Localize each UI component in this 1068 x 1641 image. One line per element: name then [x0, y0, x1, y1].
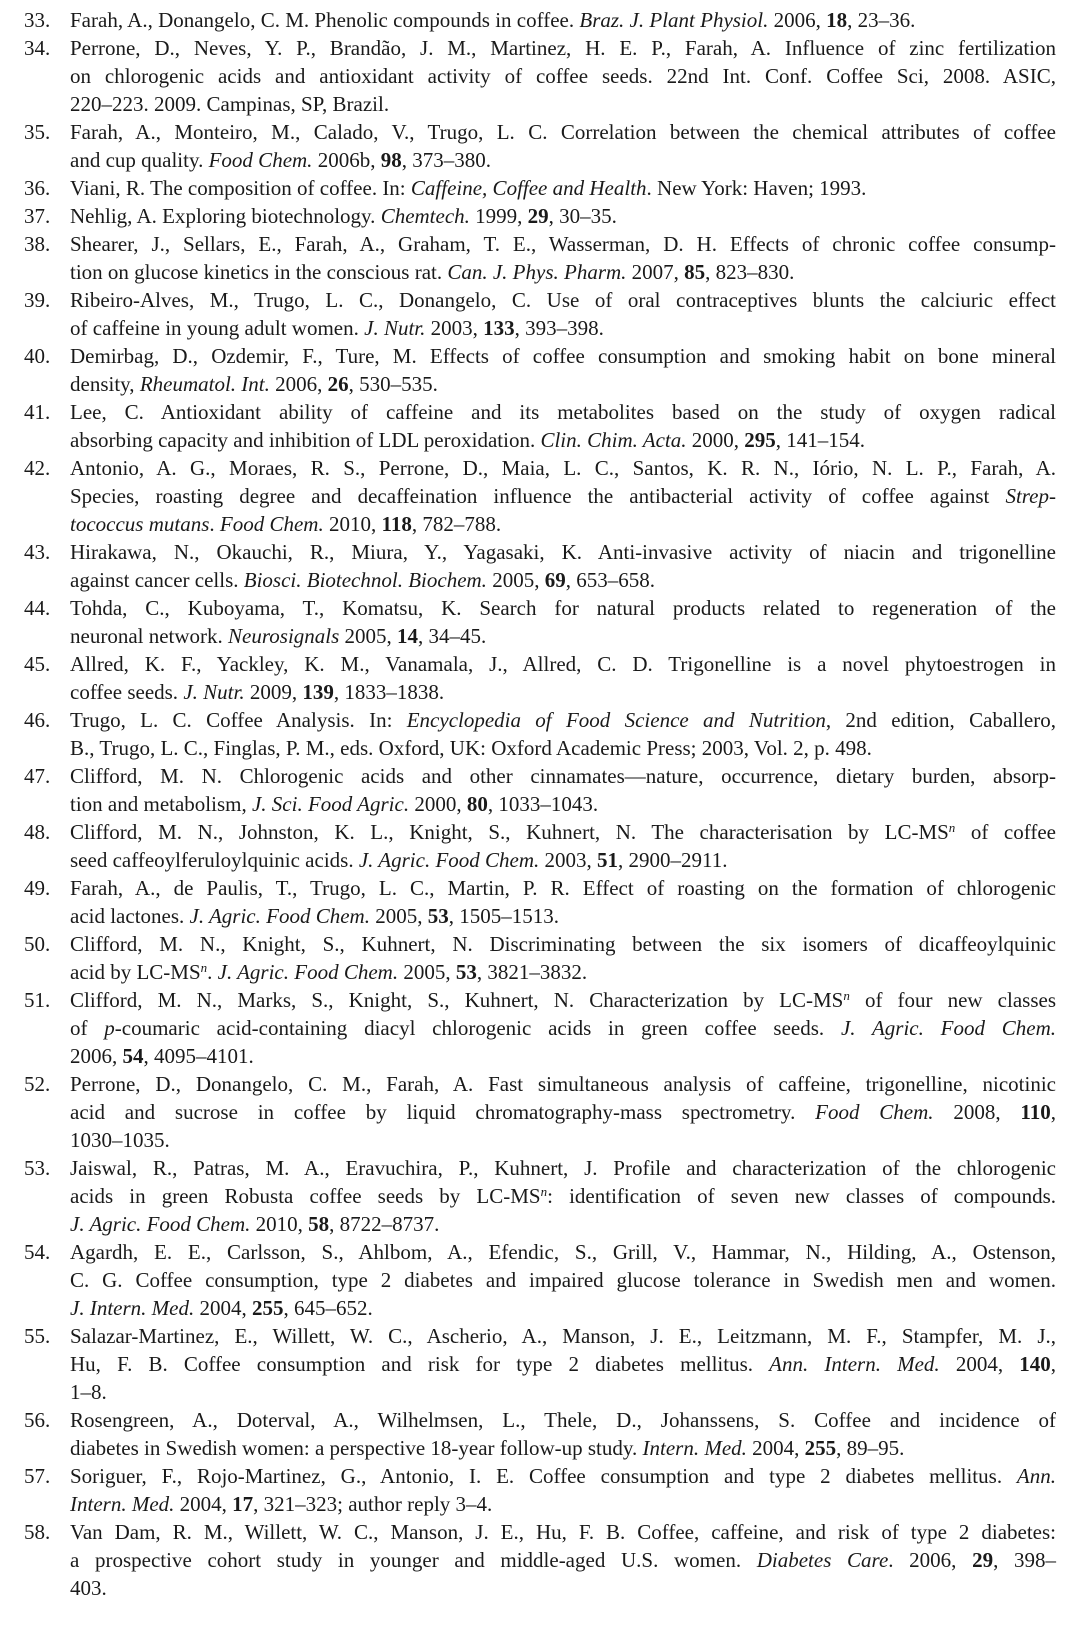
text-segment: seed caffeoylferuloylquinic acids. — [70, 848, 359, 872]
reference-line — [70, 1378, 1056, 1406]
text-segment: Clifford, M. N. Chlorogenic acids and other cinnamates—nature, occurrence, dietary burden, absorp- — [70, 764, 1056, 788]
reference-line — [70, 90, 1056, 118]
text-segment: acids in green Robusta coffee seeds by LC-MS — [70, 1184, 541, 1208]
text-segment: of coffee — [955, 820, 1056, 844]
reference-text — [70, 538, 1056, 594]
text-segment: Salazar-Martinez, E., Willett, W. C., Ascherio, A., Manson, J. E., Leitzmann, M. F., Stampfer, M. J., — [70, 1324, 1056, 1348]
text-segment: 1999, — [469, 204, 528, 228]
reference-line — [70, 1070, 1056, 1098]
text-segment: density, — [70, 372, 140, 396]
reference-line — [70, 1042, 1056, 1070]
volume-number: 133 — [483, 316, 515, 340]
text-segment: 2006b, — [312, 148, 381, 172]
text-segment: , 1033–1043. — [487, 792, 599, 816]
reference-text — [70, 118, 1056, 174]
text-segment: Tohda, C., Kuboyama, T., Komatsu, K. Search for natural products related to regeneration of the — [70, 596, 1056, 620]
text-segment: Antonio, A. G., Moraes, R. S., Perrone, D., Maia, L. C., Santos, K. R. N., Iório, N. L. P., Farah, A. — [70, 456, 1056, 480]
reference-number: 50. — [24, 932, 51, 956]
reference-line — [70, 34, 1056, 62]
reference-line — [70, 482, 1056, 510]
reference-line — [70, 594, 1056, 622]
reference-number: 56. — [24, 1408, 51, 1432]
reference-item — [0, 930, 1068, 986]
volume-number: 54 — [122, 1044, 144, 1068]
reference-number: 41. — [24, 400, 51, 424]
volume-number: 53 — [427, 904, 449, 928]
reference-item — [0, 118, 1068, 174]
reference-line — [70, 1322, 1056, 1350]
text-segment: of four new classes — [849, 988, 1056, 1012]
reference-text — [70, 1518, 1056, 1602]
text-segment: 2005, — [486, 568, 545, 592]
reference-text — [70, 986, 1056, 1070]
reference-line — [70, 1462, 1056, 1490]
reference-number: 37. — [24, 204, 51, 228]
text-segment: Perrone, D., Neves, Y. P., Brandão, J. M., Martinez, H. E. P., Farah, A. Influence of zinc fertilization — [70, 36, 1056, 60]
volume-number: 51 — [597, 848, 619, 872]
text-segment: 2006, — [70, 1044, 123, 1068]
reference-line — [70, 930, 1056, 958]
reference-text — [70, 1322, 1056, 1406]
text-segment: -coumaric acid-containing diacyl chlorogenic acids in green coffee seeds. — [114, 1016, 841, 1040]
reference-item — [0, 230, 1068, 286]
text-segment: , 321–323; author reply 3–4. — [253, 1492, 493, 1516]
text-segment: . — [209, 512, 220, 536]
reference-number: 46. — [24, 708, 51, 732]
volume-number: 14 — [397, 624, 419, 648]
reference-number: 36. — [24, 176, 51, 200]
reference-line — [70, 1182, 1056, 1210]
reference-number: 49. — [24, 876, 51, 900]
reference-line — [70, 958, 1056, 986]
text-segment: , 373–380. — [401, 148, 491, 172]
journal-title-italic: Food Chem. — [208, 148, 313, 172]
journal-title-italic: Braz. J. Plant Physiol. — [579, 8, 769, 32]
text-segment: , 2900–2911. — [618, 848, 728, 872]
text-segment: , 398– — [993, 1548, 1057, 1572]
reference-number: 35. — [24, 120, 51, 144]
reference-number: 45. — [24, 652, 51, 676]
reference-text — [70, 762, 1056, 818]
reference-line — [70, 174, 1056, 202]
reference-text — [70, 202, 1056, 230]
reference-line — [70, 986, 1056, 1014]
text-segment: Shearer, J., Sellars, E., Farah, A., Graham, T. E., Wasserman, D. H. Effects of chronic coffee consump- — [70, 232, 1056, 256]
reference-item — [0, 594, 1068, 650]
text-segment: , 645–652. — [283, 1296, 373, 1320]
reference-item — [0, 34, 1068, 118]
journal-title-italic: Food Chem. — [815, 1100, 934, 1124]
text-segment: Clifford, M. N., Knight, S., Kuhnert, N. Discriminating between the six isomers of dicaffeoylquinic — [70, 932, 1056, 956]
reference-number: 58. — [24, 1520, 51, 1544]
text-segment: on chlorogenic acids and antioxidant activity of coffee seeds. 22nd Int. Conf. Coffee Sci, 2008. ASIC, — [70, 64, 1056, 88]
reference-line — [70, 538, 1056, 566]
journal-title-italic: Ann. — [1016, 1464, 1056, 1488]
reference-number: 39. — [24, 288, 51, 312]
text-segment: 2009, — [244, 680, 303, 704]
text-segment: of — [70, 1016, 105, 1040]
reference-line — [70, 118, 1056, 146]
reference-item — [0, 398, 1068, 454]
journal-title-italic: Chemtech. — [380, 204, 470, 228]
text-segment: 2010, — [323, 512, 382, 536]
superscript: n — [843, 988, 850, 1003]
reference-line — [70, 902, 1056, 930]
reference-item — [0, 454, 1068, 538]
reference-line — [70, 1546, 1056, 1574]
reference-item — [0, 1518, 1068, 1602]
text-segment: against cancer cells. — [70, 568, 244, 592]
journal-title-italic: Clin. Chim. Acta. — [540, 428, 687, 452]
text-segment: 2005, — [398, 960, 456, 984]
text-segment: Ribeiro-Alves, M., Trugo, L. C., Donangelo, C. Use of oral contraceptives blunts the calciuric effect — [70, 288, 1056, 312]
journal-title-italic: J. Nutr. — [183, 680, 245, 704]
text-segment: , 30–35. — [548, 204, 617, 228]
journal-title-italic: Strep- — [1005, 484, 1056, 508]
text-segment: , 1505–1513. — [448, 904, 559, 928]
text-segment: , 823–830. — [705, 260, 795, 284]
reference-number: 33. — [24, 8, 51, 32]
reference-line — [70, 874, 1056, 902]
reference-line — [70, 1518, 1056, 1546]
reference-item — [0, 342, 1068, 398]
reference-number: 52. — [24, 1072, 51, 1096]
reference-item — [0, 1406, 1068, 1462]
text-segment: 2000, — [686, 428, 745, 452]
superscript: n — [540, 1184, 548, 1199]
reference-item — [0, 986, 1068, 1070]
text-segment: , 782–788. — [411, 512, 502, 536]
reference-line — [70, 1126, 1056, 1154]
reference-number: 43. — [24, 540, 51, 564]
volume-number: 118 — [381, 512, 412, 536]
reference-line — [70, 398, 1056, 426]
volume-number: 58 — [308, 1212, 330, 1236]
reference-line — [70, 6, 1056, 34]
text-segment: , 23–36. — [847, 8, 916, 32]
text-segment: Trugo, L. C. Coffee Analysis. In: — [70, 708, 407, 732]
text-segment: of caffeine in young adult women. — [70, 316, 365, 340]
text-segment: , 4095–4101. — [143, 1044, 254, 1068]
text-segment: Soriguer, F., Rojo-Martinez, G., Antonio, I. E. Coffee consumption and type 2 diabetes mellitus. — [70, 1464, 1017, 1488]
reference-text — [70, 6, 1056, 34]
text-segment: Viani, R. The composition of coffee. In: — [70, 176, 411, 200]
superscript: n — [948, 820, 956, 835]
reference-number: 57. — [24, 1464, 51, 1488]
reference-line — [70, 566, 1056, 594]
reference-line — [70, 314, 1056, 342]
volume-number: 18 — [826, 8, 848, 32]
reference-line — [70, 286, 1056, 314]
text-segment: acid lactones. — [70, 904, 190, 928]
volume-number: 29 — [527, 204, 549, 228]
text-segment: , 2nd edition, Caballero, — [825, 708, 1056, 732]
text-segment: . New York: Haven; 1993. — [646, 176, 867, 200]
volume-number: 139 — [302, 680, 334, 704]
text-segment: absorbing capacity and inhibition of LDL peroxidation. — [70, 428, 541, 452]
volume-number: 85 — [684, 260, 706, 284]
reference-number: 34. — [24, 36, 51, 60]
reference-line — [70, 1154, 1056, 1182]
reference-item — [0, 202, 1068, 230]
text-segment: Farah, A., Donangelo, C. M. Phenolic compounds in coffee. — [70, 8, 580, 32]
text-segment: 2008, — [933, 1100, 1021, 1124]
reference-line — [70, 258, 1056, 286]
journal-title-italic: Can. J. Phys. Pharm. — [447, 260, 627, 284]
reference-line — [70, 1406, 1056, 1434]
journal-title-italic: Intern. Med. — [642, 1436, 747, 1460]
text-segment: diabetes in Swedish women: a perspective 18-year follow-up study. — [70, 1436, 643, 1460]
text-segment: Clifford, M. N., Marks, S., Knight, S., Kuhnert, N. Characterization by LC-MS — [70, 988, 844, 1012]
reference-item — [0, 706, 1068, 762]
text-segment: 2006, — [768, 8, 827, 32]
reference-line — [70, 734, 1056, 762]
reference-text — [70, 874, 1056, 930]
text-segment: Clifford, M. N., Johnston, K. L., Knight, S., Kuhnert, N. The characterisation by LC-MS — [70, 820, 949, 844]
reference-item — [0, 538, 1068, 594]
text-segment: 2004, — [939, 1352, 1020, 1376]
reference-line — [70, 1210, 1056, 1238]
reference-line — [70, 230, 1056, 258]
volume-number: 53 — [455, 960, 477, 984]
reference-number: 48. — [24, 820, 51, 844]
reference-text — [70, 454, 1056, 538]
text-segment: 2004, — [746, 1436, 805, 1460]
reference-number: 55. — [24, 1324, 51, 1348]
reference-item — [0, 6, 1068, 34]
text-segment: : identification of seven new classes of compounds. — [547, 1184, 1056, 1208]
text-segment: Farah, A., Monteiro, M., Calado, V., Trugo, L. C. Correlation between the chemical attributes of coffee — [70, 120, 1056, 144]
reference-item — [0, 1238, 1068, 1322]
reference-number: 54. — [24, 1240, 51, 1264]
reference-text — [70, 818, 1056, 874]
text-segment: Jaiswal, R., Patras, M. A., Eravuchira, P., Kuhnert, J. Profile and characterization of the chlorogenic — [70, 1156, 1056, 1180]
journal-title-italic: p — [104, 1016, 115, 1040]
reference-text — [70, 650, 1056, 706]
reference-line — [70, 342, 1056, 370]
text-segment: , 653–658. — [565, 568, 655, 592]
text-segment: , 1833–1838. — [333, 680, 445, 704]
reference-text — [70, 1406, 1056, 1462]
text-segment: and cup quality. — [70, 148, 209, 172]
text-segment: Species, roasting degree and decaffeination influence the antibacterial activity of coffee against — [70, 484, 1006, 508]
text-segment: 2007, — [626, 260, 685, 284]
text-segment: , 393–398. — [514, 316, 604, 340]
text-segment: 2010, — [250, 1212, 309, 1236]
reference-line — [70, 1490, 1056, 1518]
volume-number: 295 — [744, 428, 776, 452]
reference-line — [70, 790, 1056, 818]
text-segment: , 530–535. — [348, 372, 438, 396]
journal-title-italic: Diabetes Care — [756, 1548, 889, 1572]
reference-line — [70, 1434, 1056, 1462]
text-segment: , 89–95. — [836, 1436, 905, 1460]
text-segment: 1–8. — [70, 1380, 107, 1404]
text-segment: acid and sucrose in coffee by liquid chromatography-mass spectrometry. — [70, 1100, 816, 1124]
reference-item — [0, 174, 1068, 202]
text-segment: B., Trugo, L. C., Finglas, P. M., eds. Oxford, UK: Oxford Academic Press; 2003, Vol. 2, p. 498. — [70, 736, 872, 760]
text-segment: Farah, A., de Paulis, T., Trugo, L. C., Martin, P. R. Effect of roasting on the formation of chlorogenic — [70, 876, 1056, 900]
text-segment: 2003, — [425, 316, 484, 340]
journal-title-italic: Neurosignals — [228, 624, 340, 648]
reference-number: 47. — [24, 764, 51, 788]
journal-title-italic: J. Agric. Food Chem. — [217, 960, 399, 984]
text-segment: acid by LC-MS — [70, 960, 201, 984]
volume-number: 69 — [544, 568, 566, 592]
reference-item — [0, 818, 1068, 874]
reference-line — [70, 370, 1056, 398]
reference-line — [70, 846, 1056, 874]
journal-title-italic: Food Chem. — [219, 512, 324, 536]
reference-item — [0, 286, 1068, 342]
reference-line — [70, 146, 1056, 174]
journal-title-italic: J. Agric. Food Chem. — [358, 848, 540, 872]
text-segment: 2004, — [194, 1296, 252, 1320]
volume-number: 255 — [804, 1436, 837, 1460]
reference-number: 38. — [24, 232, 51, 256]
text-segment: tion and metabolism, — [70, 792, 252, 816]
text-segment: Demirbag, D., Ozdemir, F., Ture, M. Effects of coffee consumption and smoking habit on bone mineral — [70, 344, 1056, 368]
volume-number: 98 — [380, 148, 402, 172]
journal-title-italic: Rheumatol. Int. — [139, 372, 270, 396]
text-segment: Allred, K. F., Yackley, K. M., Vanamala, J., Allred, C. D. Trigonelline is a novel phytoestrogen in — [70, 652, 1056, 676]
reference-item — [0, 1462, 1068, 1518]
reference-line — [70, 454, 1056, 482]
reference-text — [70, 398, 1056, 454]
journal-title-italic: Encyclopedia of Food Science and Nutrition — [406, 708, 826, 732]
text-segment: Agardh, E. E., Carlsson, S., Ahlbom, A., Efendic, S., Grill, V., Hammar, N., Hilding, A., Ostenson, — [70, 1240, 1056, 1264]
text-segment: 2006, — [269, 372, 328, 396]
journal-title-italic: J. Agric. Food Chem. — [70, 1212, 251, 1236]
reference-item — [0, 1070, 1068, 1154]
volume-number: 140 — [1019, 1352, 1051, 1376]
reference-text — [70, 230, 1056, 286]
text-segment: , 3821–3832. — [476, 960, 588, 984]
journal-title-italic: Intern. Med. — [70, 1492, 175, 1516]
reference-line — [70, 762, 1056, 790]
text-segment: neuronal network. — [70, 624, 229, 648]
text-segment: . — [207, 960, 218, 984]
journal-title-italic: Biosci. Biotechnol. Biochem. — [243, 568, 487, 592]
text-segment: 2003, — [539, 848, 598, 872]
reference-text — [70, 1070, 1056, 1154]
reference-item — [0, 650, 1068, 706]
reference-item — [0, 874, 1068, 930]
text-segment: Hu, F. B. Coffee consumption and risk for type 2 diabetes mellitus. — [70, 1352, 770, 1376]
reference-text — [70, 1462, 1056, 1518]
reference-text — [70, 286, 1056, 342]
text-segment: C. G. Coffee consumption, type 2 diabetes and impaired glucose tolerance in Swedish men and women. — [70, 1268, 1056, 1292]
text-segment: 2005, — [339, 624, 398, 648]
reference-line — [70, 818, 1056, 846]
reference-number: 51. — [24, 988, 51, 1012]
text-segment: 2005, — [369, 904, 428, 928]
volume-number: 255 — [251, 1296, 284, 1320]
reference-line — [70, 62, 1056, 90]
text-segment: 2000, — [409, 792, 467, 816]
reference-line — [70, 1098, 1056, 1126]
text-segment: Van Dam, R. M., Willett, W. C., Manson, J. E., Hu, F. B. Coffee, caffeine, and risk of type 2 diabetes: — [70, 1520, 1056, 1544]
reference-line — [70, 650, 1056, 678]
reference-text — [70, 34, 1056, 118]
superscript: n — [200, 960, 208, 975]
reference-line — [70, 1294, 1056, 1322]
reference-line — [70, 706, 1056, 734]
reference-text — [70, 174, 1056, 202]
reference-line — [70, 1014, 1056, 1042]
reference-number: 44. — [24, 596, 51, 620]
text-segment: 1030–1035. — [70, 1128, 170, 1152]
text-segment: , 34–45. — [418, 624, 487, 648]
journal-title-italic: Ann. Intern. Med. — [769, 1352, 940, 1376]
text-segment: Nehlig, A. Exploring biotechnology. — [70, 204, 381, 228]
reference-list — [0, 6, 1068, 1602]
reference-item — [0, 762, 1068, 818]
text-segment: 220–223. 2009. Campinas, SP, Brazil. — [70, 92, 390, 116]
text-segment: 2004, — [174, 1492, 233, 1516]
reference-line — [70, 1266, 1056, 1294]
reference-line — [70, 622, 1056, 650]
reference-line — [70, 1574, 1056, 1602]
text-segment: Rosengreen, A., Doterval, A., Wilhelmsen, L., Thele, D., Johanssens, S. Coffee and incidence of — [70, 1408, 1056, 1432]
text-segment: Perrone, D., Donangelo, C. M., Farah, A. Fast simultaneous analysis of caffeine, trigonelline, nicotinic — [70, 1072, 1056, 1096]
reference-line — [70, 1350, 1056, 1378]
reference-text — [70, 930, 1056, 986]
reference-item — [0, 1322, 1068, 1406]
volume-number: 29 — [972, 1548, 994, 1572]
volume-number: 26 — [327, 372, 349, 396]
text-segment: a prospective cohort study in younger and middle-aged U.S. women. — [70, 1548, 757, 1572]
journal-title-italic: tococcus mutans — [70, 512, 210, 536]
reference-line — [70, 202, 1056, 230]
reference-line — [70, 426, 1056, 454]
text-segment: , — [1050, 1100, 1057, 1124]
reference-text — [70, 342, 1056, 398]
reference-text — [70, 1238, 1056, 1322]
journal-title-italic: J. Sci. Food Agric. — [251, 792, 410, 816]
reference-line — [70, 678, 1056, 706]
reference-number: 53. — [24, 1156, 51, 1180]
journal-title-italic: J. Agric. Food Chem. — [189, 904, 370, 928]
text-segment: 403. — [70, 1576, 107, 1600]
reference-line — [70, 510, 1056, 538]
journal-title-italic: Caffeine, Coffee and Health — [410, 176, 647, 200]
text-segment: Hirakawa, N., Okauchi, R., Miura, Y., Yagasaki, K. Anti-invasive activity of niacin and trigonelline — [70, 540, 1056, 564]
text-segment: tion on glucose kinetics in the conscious rat. — [70, 260, 448, 284]
reference-line — [70, 1238, 1056, 1266]
volume-number: 17 — [232, 1492, 254, 1516]
volume-number: 110 — [1020, 1100, 1051, 1124]
reference-text — [70, 1154, 1056, 1238]
reference-item — [0, 1154, 1068, 1238]
text-segment: , — [1050, 1352, 1056, 1376]
journal-title-italic: J. Agric. Food Chem. — [840, 1016, 1056, 1040]
journal-title-italic: J. Nutr. — [364, 316, 426, 340]
reference-text — [70, 706, 1056, 762]
text-segment: , 8722–8737. — [329, 1212, 440, 1236]
volume-number: 80 — [466, 792, 488, 816]
journal-title-italic: J. Intern. Med. — [70, 1296, 195, 1320]
text-segment: coffee seeds. — [70, 680, 184, 704]
text-segment: Lee, C. Antioxidant ability of caffeine and its metabolites based on the study of oxygen radical — [70, 400, 1056, 424]
text-segment: . 2006, — [888, 1548, 973, 1572]
reference-number: 42. — [24, 456, 51, 480]
text-segment: , 141–154. — [775, 428, 865, 452]
reference-text — [70, 594, 1056, 650]
reference-number: 40. — [24, 344, 51, 368]
